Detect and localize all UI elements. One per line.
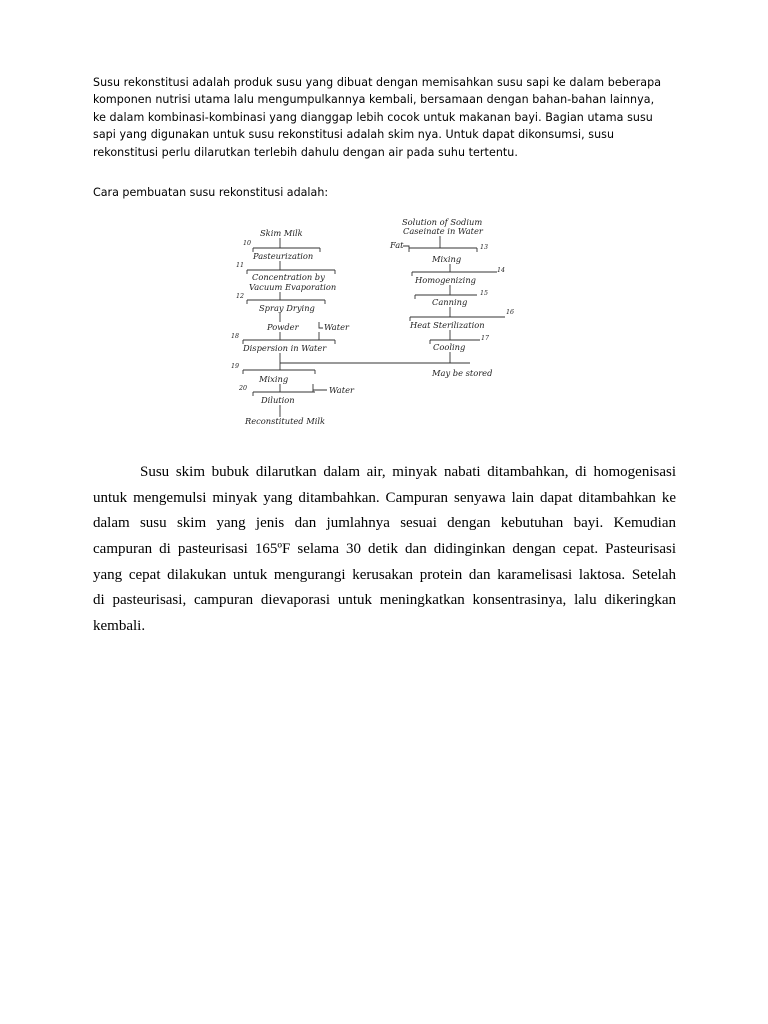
step-number: 12 <box>236 293 245 300</box>
input-water-2: Water <box>329 385 354 395</box>
step-canning: Canning <box>432 297 468 307</box>
step-number: 10 <box>243 240 252 247</box>
step-solution-line2: Caseinate in Water <box>403 226 483 236</box>
intro-line: rekonstitusi perlu dilarutkan terlebih dahulu dengan air pada suhu tertentu. <box>93 145 518 159</box>
step-pasteurization: Pasteurization <box>253 251 314 261</box>
intro-line: sapi yang digunakan untuk susu rekonstitusi adalah skim nya. Untuk dapat dikonsumsi, susu <box>93 128 615 142</box>
step-number: 20 <box>239 385 248 392</box>
note-may-be-stored: May be stored <box>432 368 493 378</box>
body-line: di pasteurisasi, campuran dievaporasi untuk meningkatkan konsentrasinya, lalu dikeringkan <box>93 592 676 609</box>
step-number: 13 <box>480 244 489 251</box>
step-reconstituted-milk: Reconstituted Milk <box>245 416 326 426</box>
intro-line: ke dalam kombinasi-kombinasi yang dianggap lebih cocok untuk makanan bayi. Bagian utama susu <box>93 110 653 124</box>
body-paragraph <box>93 460 676 640</box>
step-homogenizing: Homogenizing <box>415 275 476 285</box>
step-powder: Powder <box>267 322 299 332</box>
process-flow-diagram <box>225 212 525 447</box>
input-fat: Fat <box>390 240 404 250</box>
body-line: Susu skim bubuk dilarutkan dalam air, minyak nabati ditambahkan, di homogenisasi <box>140 464 676 480</box>
step-mixing-right: Mixing <box>432 254 462 264</box>
intro-line: komponen nutrisi utama lalu mengumpulkannya kembali, bersamaan dengan bahan-bahan lainnya, <box>93 93 655 107</box>
step-dilution: Dilution <box>261 395 295 405</box>
step-mixing: Mixing <box>259 374 289 384</box>
input-water: Water <box>324 322 349 332</box>
body-line: kembali. <box>93 618 146 635</box>
step-spray-drying: Spray Drying <box>259 303 315 313</box>
step-number: 18 <box>231 333 240 340</box>
body-line: untuk mengemulsi minyak yang ditambahkan. Campuran senyawa lain dapat ditambahkan ke <box>93 489 676 506</box>
body-line: campuran di pasteurisasi 165ºF selama 30 detik dan didinginkan dengan cepat. Pasteurisasi <box>93 541 676 558</box>
step-number: 16 <box>506 309 515 316</box>
step-cooling: Cooling <box>433 342 466 352</box>
step-solution-line1: Solution of Sodium <box>402 217 483 227</box>
step-concentration-line1: Concentration by <box>252 272 325 282</box>
cara-heading: Cara pembuatan susu rekonstitusi adalah: <box>93 186 329 199</box>
step-number: 14 <box>497 267 506 274</box>
step-number: 19 <box>231 363 240 370</box>
step-number: 15 <box>480 290 489 297</box>
body-line: dalam susu skim yang jenis dan jumlahnya sesuai dengan kebutuhan bayi. Kemudian <box>93 515 676 532</box>
step-dispersion: Dispersion in Water <box>243 343 327 353</box>
step-concentration-line2: Vacuum Evaporation <box>249 282 337 292</box>
step-heat-sterilization: Heat Sterilization <box>410 320 485 330</box>
step-skim-milk: Skim Milk <box>260 228 303 238</box>
step-number: 11 <box>236 262 245 269</box>
intro-line: Susu rekonstitusi adalah produk susu yang dibuat dengan memisahkan susu sapi ke dalam beberapa <box>93 76 662 89</box>
body-line: yang cepat dilakukan untuk mengurangi kerusakan protein dan karamelisasi laktosa. Setelah <box>93 566 676 583</box>
intro-paragraph <box>93 74 679 161</box>
step-number: 17 <box>481 335 490 342</box>
